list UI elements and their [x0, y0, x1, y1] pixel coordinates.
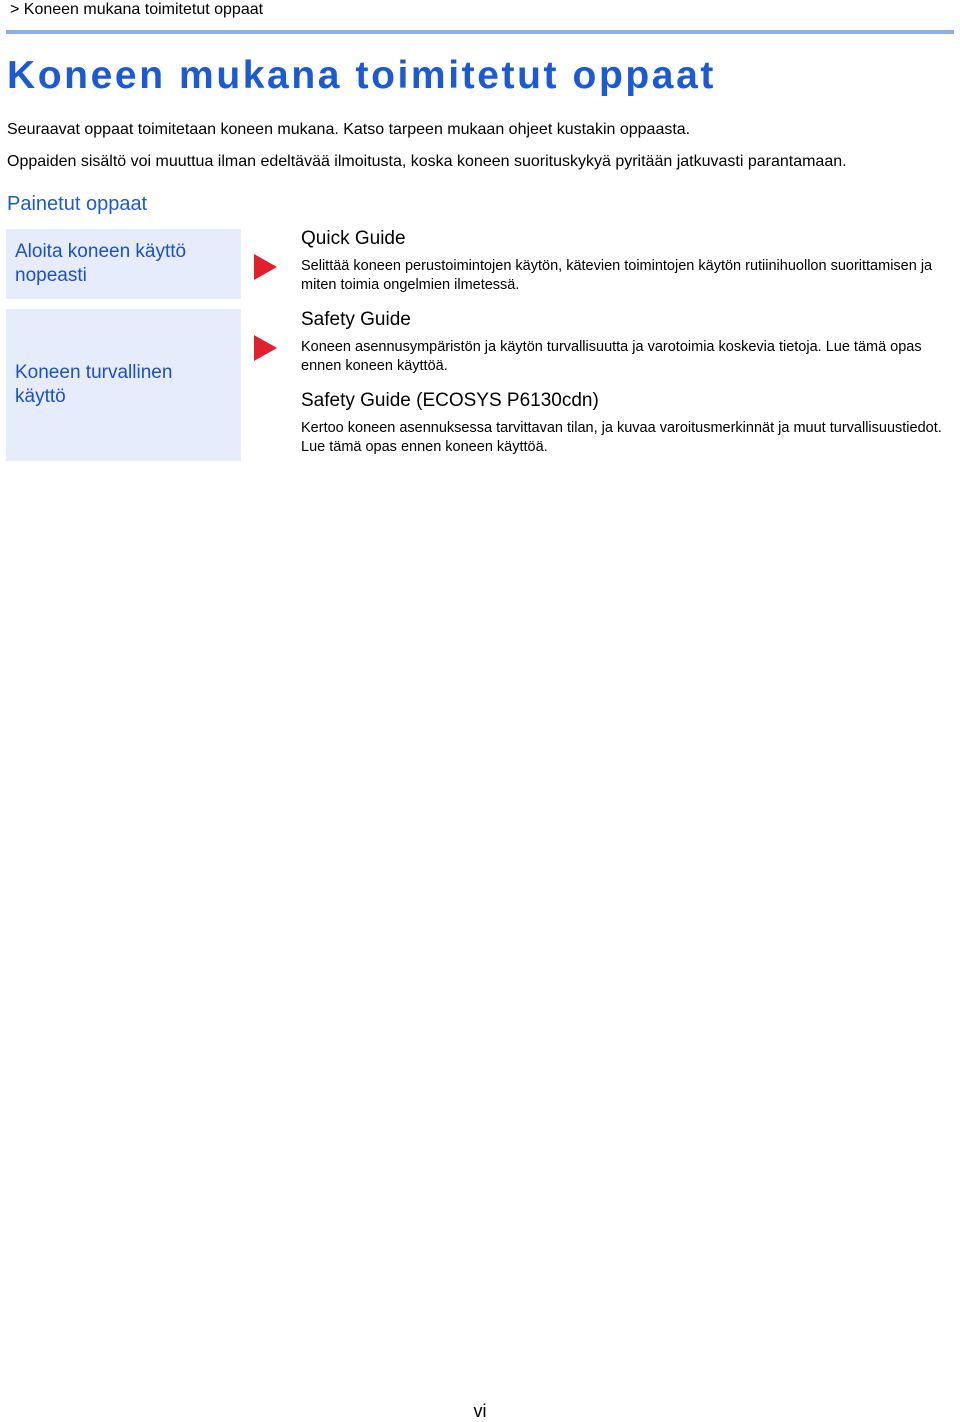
guide-title-safety-guide[interactable]: Safety Guide	[301, 309, 411, 330]
arrow-right-icon	[254, 335, 277, 361]
arrow-right-icon	[254, 254, 277, 280]
category-box-quick-start	[6, 229, 241, 299]
intro-paragraph-1: Seuraavat oppaat toimitetaan koneen mukana. Katso tarpeen mukaan ohjeet kustakin oppaasta.	[7, 121, 691, 138]
intro-paragraph-2: Oppaiden sisältö voi muuttua ilman edeltävää ilmoitusta, koska koneen suorituskykyä pyritään jatkuvasti parantamaan.	[7, 153, 847, 170]
category-label	[15, 240, 186, 288]
category-box-safe-use	[6, 309, 241, 461]
guide-title-quick-guide[interactable]: Quick Guide	[301, 228, 406, 249]
guide-description: Koneen asennusympäristön ja käytön turvallisuutta ja varotoimia koskevia tietoja. Lue tämä opas ennen koneen käyttöä.	[301, 339, 922, 374]
category-label-line: Koneen turvallinen	[15, 362, 173, 383]
category-label-line: käyttö	[15, 386, 66, 407]
page-number: vi	[473, 1401, 487, 1421]
guide-description: Selittää koneen perustoimintojen käytön, kätevien toimintojen käytön rutiinihuollon suorittamisen ja miten toimia ongelmien ilmetessä.	[301, 258, 933, 293]
header-divider	[6, 30, 954, 34]
section-heading: Painetut oppaat	[7, 193, 148, 215]
category-label-line: nopeasti	[15, 265, 87, 286]
guide-description: Kertoo koneen asennuksessa tarvittavan tilan, ja kuvaa varoitusmerkinnät ja muut turvallisuustiedot. Lue tämä opas ennen koneen käyttöä.	[301, 420, 942, 455]
category-label-line: Aloita koneen käyttö	[15, 241, 187, 262]
page-title: Koneen mukana toimitetut oppaat	[7, 54, 716, 97]
category-label	[15, 361, 172, 409]
guide-title-safety-guide-model[interactable]: Safety Guide (ECOSYS P6130cdn)	[301, 390, 599, 411]
breadcrumb[interactable]: > Koneen mukana toimitetut oppaat	[10, 1, 264, 18]
